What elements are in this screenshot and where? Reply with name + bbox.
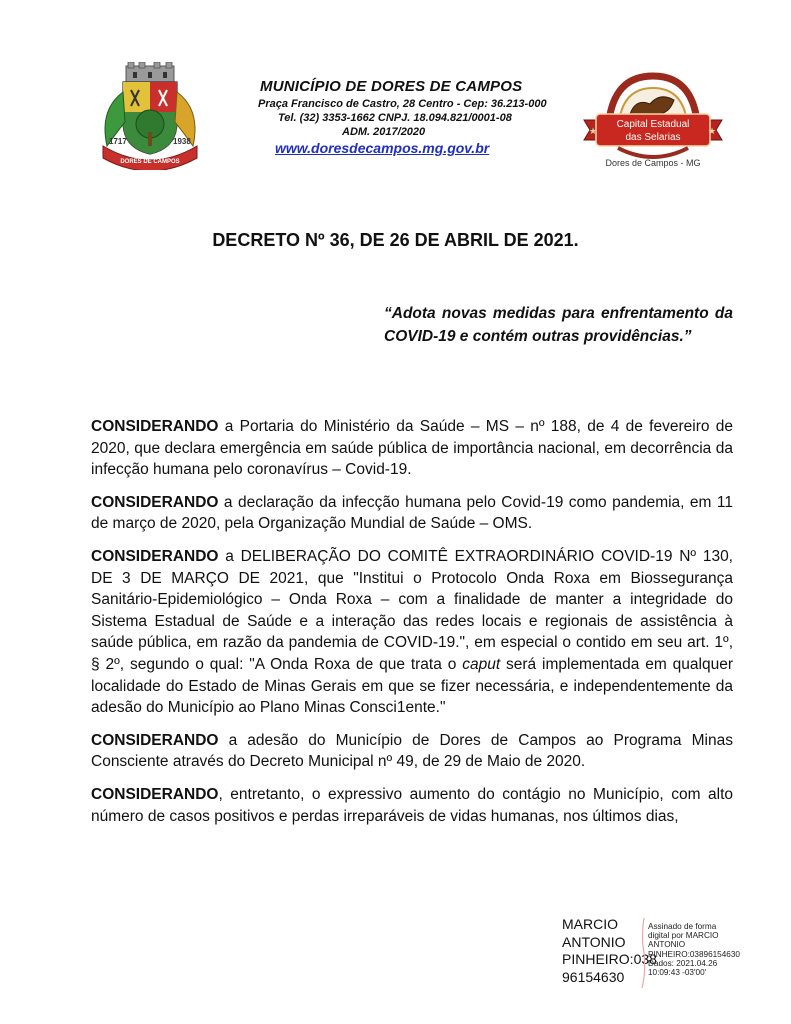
signature-mark [641, 918, 646, 988]
paragraph-italic-term: caput [462, 655, 501, 673]
signature-detail-line: digital por MARCIO [648, 931, 719, 941]
signature-detail-line: 10:09:43 -03'00' [648, 968, 707, 978]
seal-banner-line2: das Selarias [625, 132, 681, 143]
considerando-paragraph [91, 492, 733, 535]
signature-name-line: PINHEIRO:038 [562, 951, 657, 967]
municipality-name: MUNICÍPIO DE DORES DE CAMPOS [260, 78, 523, 95]
phone-cnpj-line: Tel. (32) 3353-1662 CNPJ. 18.094.821/0001-08 [278, 112, 512, 124]
website-link[interactable]: www.doresdecampos.mg.gov.br [275, 140, 490, 156]
paragraph-text: , entretanto, o expressivo aumento do contágio no Município, com alto número de casos positivos e perdas irreparáveis de vidas humanas, nos últimos dias, [91, 785, 733, 825]
considerando-paragraph [91, 546, 733, 719]
paragraph-text: a declaração da infecção humana pelo Covid-19 como pandemia, em 11 de março de 2020, pela Organização Mundial de Saúde – OMS. [91, 493, 733, 533]
considerando-lead: CONSIDERANDO [91, 785, 219, 803]
paragraph-text: a adesão do Município de Dores de Campos ao Programa Minas Consciente através do Decreto Municipal nº 49, de 29 de Maio de 2020. [91, 731, 733, 771]
considerando-lead: CONSIDERANDO [91, 547, 219, 565]
considerando-lead: CONSIDERANDO [91, 418, 219, 435]
paragraph-text: a DELIBERAÇÃO DO COMITÊ EXTRAORDINÁRIO COVID-19 Nº 130, DE 3 DE MARÇO DE 2021 [91, 547, 733, 587]
paragraph-text: , que "Institui o Protocolo Onda Roxa em Biossegurança Sanitário-Epidemiológico – Onda Roxa – com a finalidade de manter a integridade do Sistema Estadual de Saúde e a interação das redes locais e regionais de assistência à saúde pública, em razão da pandemia de COVID-19.", em especial o contido em seu art. 1º, § 2º, segundo o qual: "A Onda Roxa de que trata o [91, 569, 733, 673]
signature-details [648, 922, 740, 977]
signature-name-line: 96154630 [562, 968, 625, 985]
crest-year-left: 1717 [109, 137, 127, 146]
considerando-paragraph [91, 730, 733, 773]
signature-detail-line: Dados: 2021.04.26 [648, 958, 718, 968]
signature-detail-line: ANTONIO [648, 940, 686, 950]
seal-caption: Dores de Campos - MG [605, 158, 701, 168]
signature-name-line: MARCIO [562, 916, 618, 932]
signature-detail-line: PINHEIRO:03896154630 [648, 949, 740, 959]
considerando-paragraph [91, 416, 733, 481]
crest-year-right: 1938 [173, 137, 191, 146]
selarias-seal-logo [580, 70, 726, 170]
seal-banner-line1: Capital Estadual [616, 119, 690, 130]
decree-title: DECRETO Nº 36, DE 26 DE ABRIL DE 2021. [212, 230, 579, 250]
paragraph-text: será implementada em qualquer localidade do Estado de Minas Gerais em que se fizer necessária, e independentemente da adesão do Município ao Plano Minas Consci1ente." [91, 655, 733, 717]
decree-body [91, 416, 733, 838]
administration-line: ADM. 2017/2020 [342, 126, 426, 138]
municipal-crest-logo [93, 62, 207, 170]
paragraph-text: a Portaria do Ministério da Saúde – MS – nº 188, de 4 de fevereiro de 2020, que declara emergência em saúde pública de importância nacional, em decorrência da infecção humana pelo coronavírus – Covid-19. [91, 418, 733, 479]
address-line: Praça Francisco de Castro, 28 Centro - Cep: 36.213-000 [258, 98, 547, 110]
decree-ementa: “Adota novas medidas para enfrentamento da COVID-19 e contém outras providências.” [384, 305, 733, 345]
considerando-lead: CONSIDERANDO [91, 731, 219, 749]
considerando-paragraph [91, 784, 733, 827]
considerando-lead: CONSIDERANDO [91, 493, 219, 511]
signature-name-line: ANTONIO [562, 933, 626, 950]
crest-motto: DORES DE CAMPOS [120, 159, 180, 165]
signature-detail-line: Assinado de forma [648, 922, 717, 931]
star-icon: ★ [589, 126, 598, 136]
star-icon: ★ [708, 126, 717, 136]
